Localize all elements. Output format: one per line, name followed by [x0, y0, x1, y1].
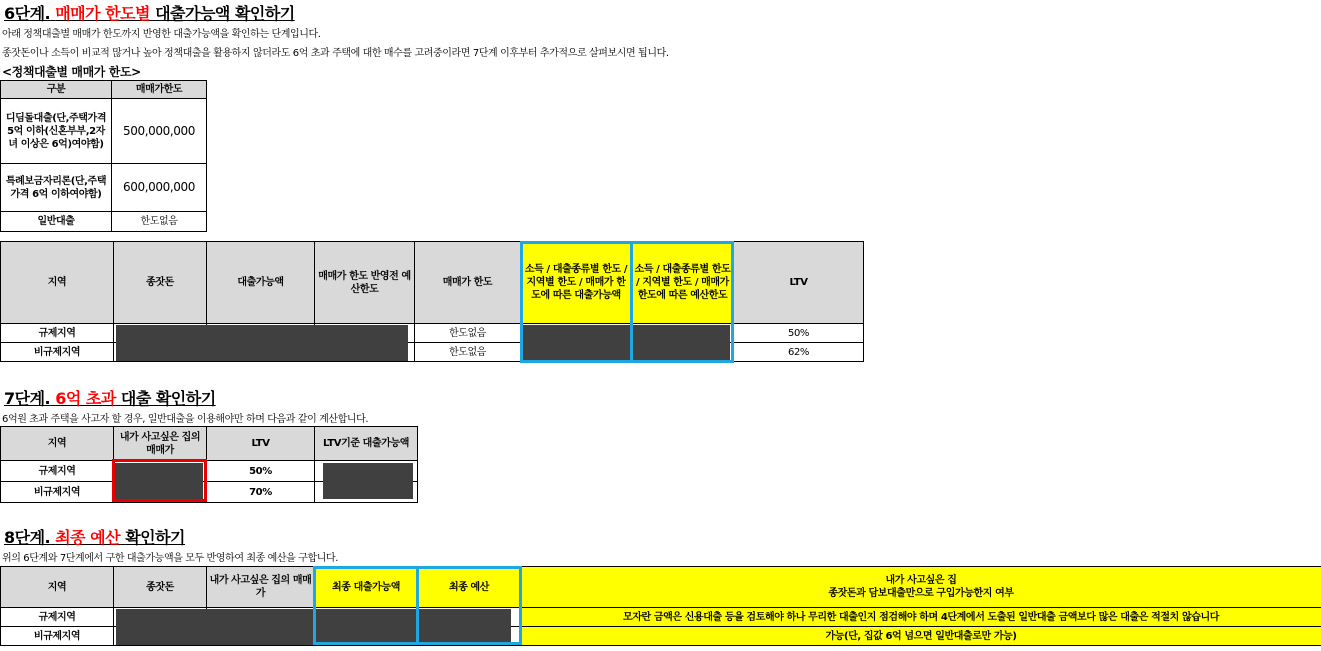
header-ltv-loan: LTV기준 대출가능액 — [315, 427, 418, 461]
header-ltv: LTV — [734, 242, 864, 324]
table-row — [1, 164, 207, 212]
policy-header-category: 구분 — [1, 81, 112, 99]
step8-title — [4, 525, 185, 548]
step6-title-prefix: 6단계. — [4, 4, 51, 23]
header-final-budget: 소득 / 대출종류별 한도 / 지역별 한도 / 매매가 한도에 따른 예산한도 — [632, 242, 734, 324]
header-target-price: 내가 사고싶은 집의 매매가 — [114, 427, 207, 461]
row-price-limit: 한도없음 — [415, 324, 521, 343]
header-loan-amount: 대출가능액 — [207, 242, 315, 324]
step6-title-suffix: 대출가능액 확인하기 — [155, 4, 295, 23]
verdict-header-line2: 종잣돈과 담보대출만으로 구입가능한지 여부 — [828, 588, 1014, 599]
step8-title-prefix: 8단계. — [4, 528, 51, 547]
input-cell-highlight[interactable] — [112, 459, 207, 502]
step7-title-suffix: 대출 확인하기 — [120, 389, 216, 408]
header-region: 지역 — [1, 242, 114, 324]
step7-title-highlight: 6억 초과 — [55, 389, 116, 408]
step8-title-suffix: 확인하기 — [125, 528, 186, 547]
row-price-limit: 한도없음 — [415, 343, 521, 362]
step7-desc: 6억원 초과 주택을 사고자 할 경우, 일반대출을 이용해야만 하며 다음과 같이 계산합니다. — [2, 414, 369, 425]
row-ltv: 70% — [207, 482, 315, 503]
policy-row-name: 특례보금자리론(단,주택가격 6억 이하여야함) — [1, 164, 112, 212]
header-final-budget: 최종 예산 — [418, 567, 521, 608]
row-region: 규제지역 — [1, 608, 114, 627]
row-ltv: 50% — [207, 461, 315, 482]
header-verdict — [521, 567, 1321, 608]
policy-header-limit: 매매가한도 — [112, 81, 207, 99]
redacted-cells — [116, 325, 408, 361]
header-pre-budget: 매매가 한도 반영전 예산한도 — [315, 242, 415, 324]
selection-highlight — [520, 241, 633, 363]
step8-desc: 위의 6단계와 7단계에서 구한 대출가능액을 모두 반영하여 최종 예산을 구합니다. — [2, 553, 339, 564]
row-region: 비규제지역 — [1, 482, 114, 503]
policy-row-name: 일반대출 — [1, 212, 112, 232]
header-ltv: LTV — [207, 427, 315, 461]
row-verdict: 가능(단, 집값 6억 넘으면 일반대출로만 가능) — [521, 627, 1321, 646]
step7-title-prefix: 7단계. — [4, 389, 51, 408]
step6-title-highlight: 매매가 한도별 — [55, 4, 151, 23]
row-verdict: 모자란 금액은 신용대출 등을 검토해야 하나 무리한 대출인지 점검해야 하며 4단계에서 도출된 일반대출 금액보다 많은 대출은 적절치 않습니다 — [521, 608, 1321, 627]
row-region: 비규제지역 — [1, 343, 114, 362]
selection-highlight — [416, 566, 522, 645]
policy-row-value: 한도없음 — [112, 212, 207, 232]
policy-row-name: 디딤돌대출(단,주택가격 5억 이하(신혼부부,2자녀 이상은 6억)여야함) — [1, 99, 112, 164]
row-region: 규제지역 — [1, 461, 114, 482]
verdict-header-line1: 내가 사고싶은 집 — [885, 575, 957, 586]
header-region: 지역 — [1, 567, 114, 608]
step6-desc1: 아래 정책대출별 매매가 한도까지 반영한 대출가능액을 확인하는 단계입니다. — [2, 29, 321, 40]
table-row — [1, 212, 207, 232]
policy-row-value: 600,000,000 — [112, 164, 207, 212]
header-region: 지역 — [1, 427, 114, 461]
header-final-loan: 소득 / 대출종류별 한도 / 지역별 한도 / 매매가 한도에 따른 대출가능액 — [521, 242, 632, 324]
step7-title — [4, 386, 216, 409]
header-target-price: 내가 사고싶은 집의 매매가 — [207, 567, 315, 608]
table-row — [1, 99, 207, 164]
row-region: 규제지역 — [1, 324, 114, 343]
selection-highlight — [630, 241, 734, 363]
redacted-cells — [323, 463, 413, 499]
policy-row-value: 500,000,000 — [112, 99, 207, 164]
step8-title-highlight: 최종 예산 — [55, 528, 121, 547]
step6-title — [4, 1, 295, 24]
selection-highlight — [313, 566, 419, 645]
header-final-loan: 최종 대출가능액 — [315, 567, 418, 608]
row-ltv: 50% — [734, 324, 864, 343]
header-seed-money: 종잣돈 — [114, 242, 207, 324]
header-price-limit: 매매가 한도 — [415, 242, 521, 324]
row-ltv: 62% — [734, 343, 864, 362]
row-region: 비규제지역 — [1, 627, 114, 646]
step6-desc2: 종잣돈이나 소득이 비교적 많거나 높아 정책대출을 활용하지 않더라도 6억 초과 주택에 대한 매수를 고려중이라면 7단계 이후부터 추가적으로 살펴보시면 됩니다. — [2, 48, 669, 59]
policy-loan-table — [0, 80, 207, 232]
header-seed-money: 종잣돈 — [114, 567, 207, 608]
policy-table-title: <정책대출별 매매가 한도> — [2, 65, 141, 79]
